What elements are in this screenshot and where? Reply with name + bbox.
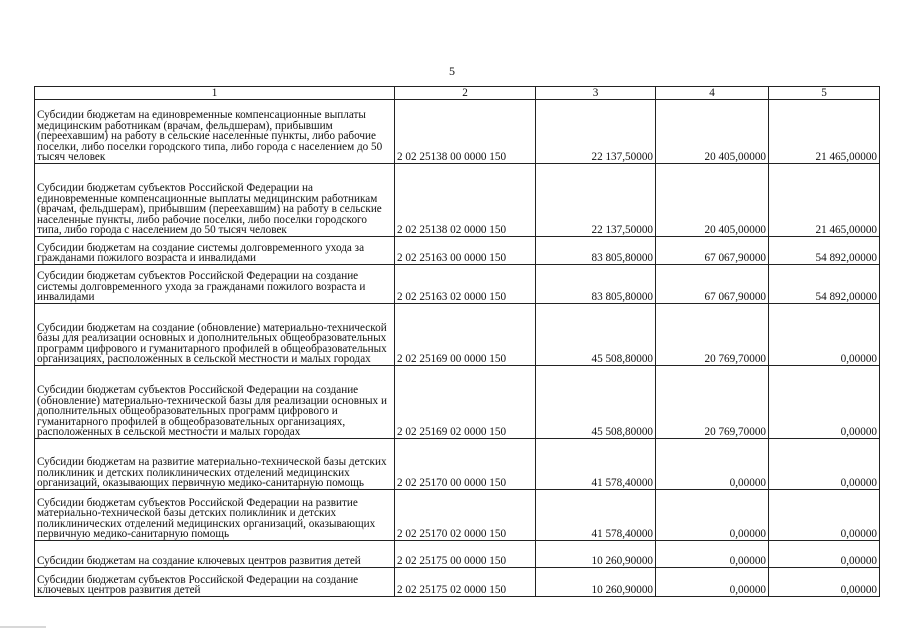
row-description: Субсидии бюджетам на единовременные компенсационные выплаты медицинским работникам (врачам, фельдшерам), прибывшим (переехавшим) на работу в сельские населенные пункты, либо рабочие поселки, либо поселки городского типа, либо города с населением до 50 тысяч человек	[35, 100, 395, 164]
row-description: Субсидии бюджетам субъектов Российской Федерации на создание ключевых центров развития детей	[35, 568, 395, 597]
row-value-col3: 83 805,80000	[536, 237, 656, 265]
row-value-col3: 22 137,50000	[536, 164, 656, 237]
table-row	[35, 265, 880, 304]
row-value-col3: 45 508,80000	[536, 366, 656, 439]
row-budget-code: 2 02 25163 00 0000 150	[395, 237, 536, 265]
row-description: Субсидии бюджетам субъектов Российской Федерации на развитие материально-технической базы детских поликлиник и детских поликлинических отделений медицинских организаций, оказывающих первичную медико-санитарную помощь	[35, 490, 395, 541]
budget-table	[34, 86, 880, 597]
table-row	[35, 304, 880, 366]
row-value-col5: 0,00000	[769, 490, 880, 541]
row-budget-code: 2 02 25169 00 0000 150	[395, 304, 536, 366]
header-row	[35, 87, 880, 100]
row-value-col5: 21 465,00000	[769, 100, 880, 164]
header-col-2: 2	[395, 87, 536, 100]
row-value-col3: 41 578,40000	[536, 490, 656, 541]
row-budget-code: 2 02 25138 00 0000 150	[395, 100, 536, 164]
row-value-col3: 22 137,50000	[536, 100, 656, 164]
table-row	[35, 490, 880, 541]
header-col-3: 3	[536, 87, 656, 100]
row-value-col5: 54 892,00000	[769, 237, 880, 265]
row-value-col3: 41 578,40000	[536, 439, 656, 490]
header-col-1: 1	[35, 87, 395, 100]
row-description: Субсидии бюджетам на развитие материально-технической базы детских поликлиник и детских поликлинических отделений медицинских организаций, оказывающих первичную медико-санитарную помощь	[35, 439, 395, 490]
row-value-col4: 20 769,70000	[656, 304, 769, 366]
row-value-col3: 10 260,90000	[536, 541, 656, 568]
table-row	[35, 100, 880, 164]
row-value-col4: 0,00000	[656, 439, 769, 490]
row-value-col4: 0,00000	[656, 490, 769, 541]
table-row	[35, 541, 880, 568]
row-budget-code: 2 02 25169 02 0000 150	[395, 366, 536, 439]
row-budget-code: 2 02 25175 00 0000 150	[395, 541, 536, 568]
table-row	[35, 568, 880, 597]
row-value-col3: 10 260,90000	[536, 568, 656, 597]
row-value-col3: 45 508,80000	[536, 304, 656, 366]
table-row	[35, 439, 880, 490]
row-value-col3: 83 805,80000	[536, 265, 656, 304]
row-value-col4: 20 405,00000	[656, 164, 769, 237]
page-number: 5	[449, 64, 455, 78]
row-value-col5: 0,00000	[769, 541, 880, 568]
scan-edge-mark	[0, 626, 46, 628]
row-value-col4: 20 405,00000	[656, 100, 769, 164]
row-description: Субсидии бюджетам на создание ключевых центров развития детей	[35, 541, 395, 568]
row-description: Субсидии бюджетам субъектов Российской Федерации на создание системы долговременного ухода за гражданами пожилого возраста и инвалидами	[35, 265, 395, 304]
row-value-col5: 0,00000	[769, 439, 880, 490]
row-value-col4: 67 067,90000	[656, 237, 769, 265]
row-budget-code: 2 02 25170 02 0000 150	[395, 490, 536, 541]
row-value-col5: 54 892,00000	[769, 265, 880, 304]
row-description: Субсидии бюджетам субъектов Российской Федерации на создание (обновление) материально-технической базы для реализации основных и дополнительных общеобразовательных программ цифрового и гуманитарного профилей в общеобразовательных организациях, расположенных в сельской местности и малых городах	[35, 366, 395, 439]
table-row	[35, 366, 880, 439]
row-description: Субсидии бюджетам на создание (обновление) материально-технической базы для реализации основных и дополнительных общеобразовательных программ цифрового и гуманитарного профилей в общеобразовательных организациях, расположенных в сельской местности и малых городах	[35, 304, 395, 366]
row-description: Субсидии бюджетам субъектов Российской Федерации на единовременные компенсационные выплаты медицинским работникам (врачам, фельдшерам), прибывшим (переехавшим) на работу в сельские населенные пункты, либо рабочие поселки, либо поселки городского типа, либо города с населением до 50 тысяч человек	[35, 164, 395, 237]
row-budget-code: 2 02 25163 02 0000 150	[395, 265, 536, 304]
row-value-col4: 0,00000	[656, 568, 769, 597]
row-value-col4: 20 769,70000	[656, 366, 769, 439]
row-value-col5: 0,00000	[769, 304, 880, 366]
table-row	[35, 237, 880, 265]
row-budget-code: 2 02 25170 00 0000 150	[395, 439, 536, 490]
header-col-5: 5	[769, 87, 880, 100]
table-row	[35, 164, 880, 237]
row-value-col4: 0,00000	[656, 541, 769, 568]
row-budget-code: 2 02 25175 02 0000 150	[395, 568, 536, 597]
header-col-4: 4	[656, 87, 769, 100]
row-budget-code: 2 02 25138 02 0000 150	[395, 164, 536, 237]
row-value-col5: 0,00000	[769, 568, 880, 597]
row-value-col5: 0,00000	[769, 366, 880, 439]
row-value-col4: 67 067,90000	[656, 265, 769, 304]
row-value-col5: 21 465,00000	[769, 164, 880, 237]
row-description: Субсидии бюджетам на создание системы долговременного ухода за гражданами пожилого возраста и инвалидами	[35, 237, 395, 265]
